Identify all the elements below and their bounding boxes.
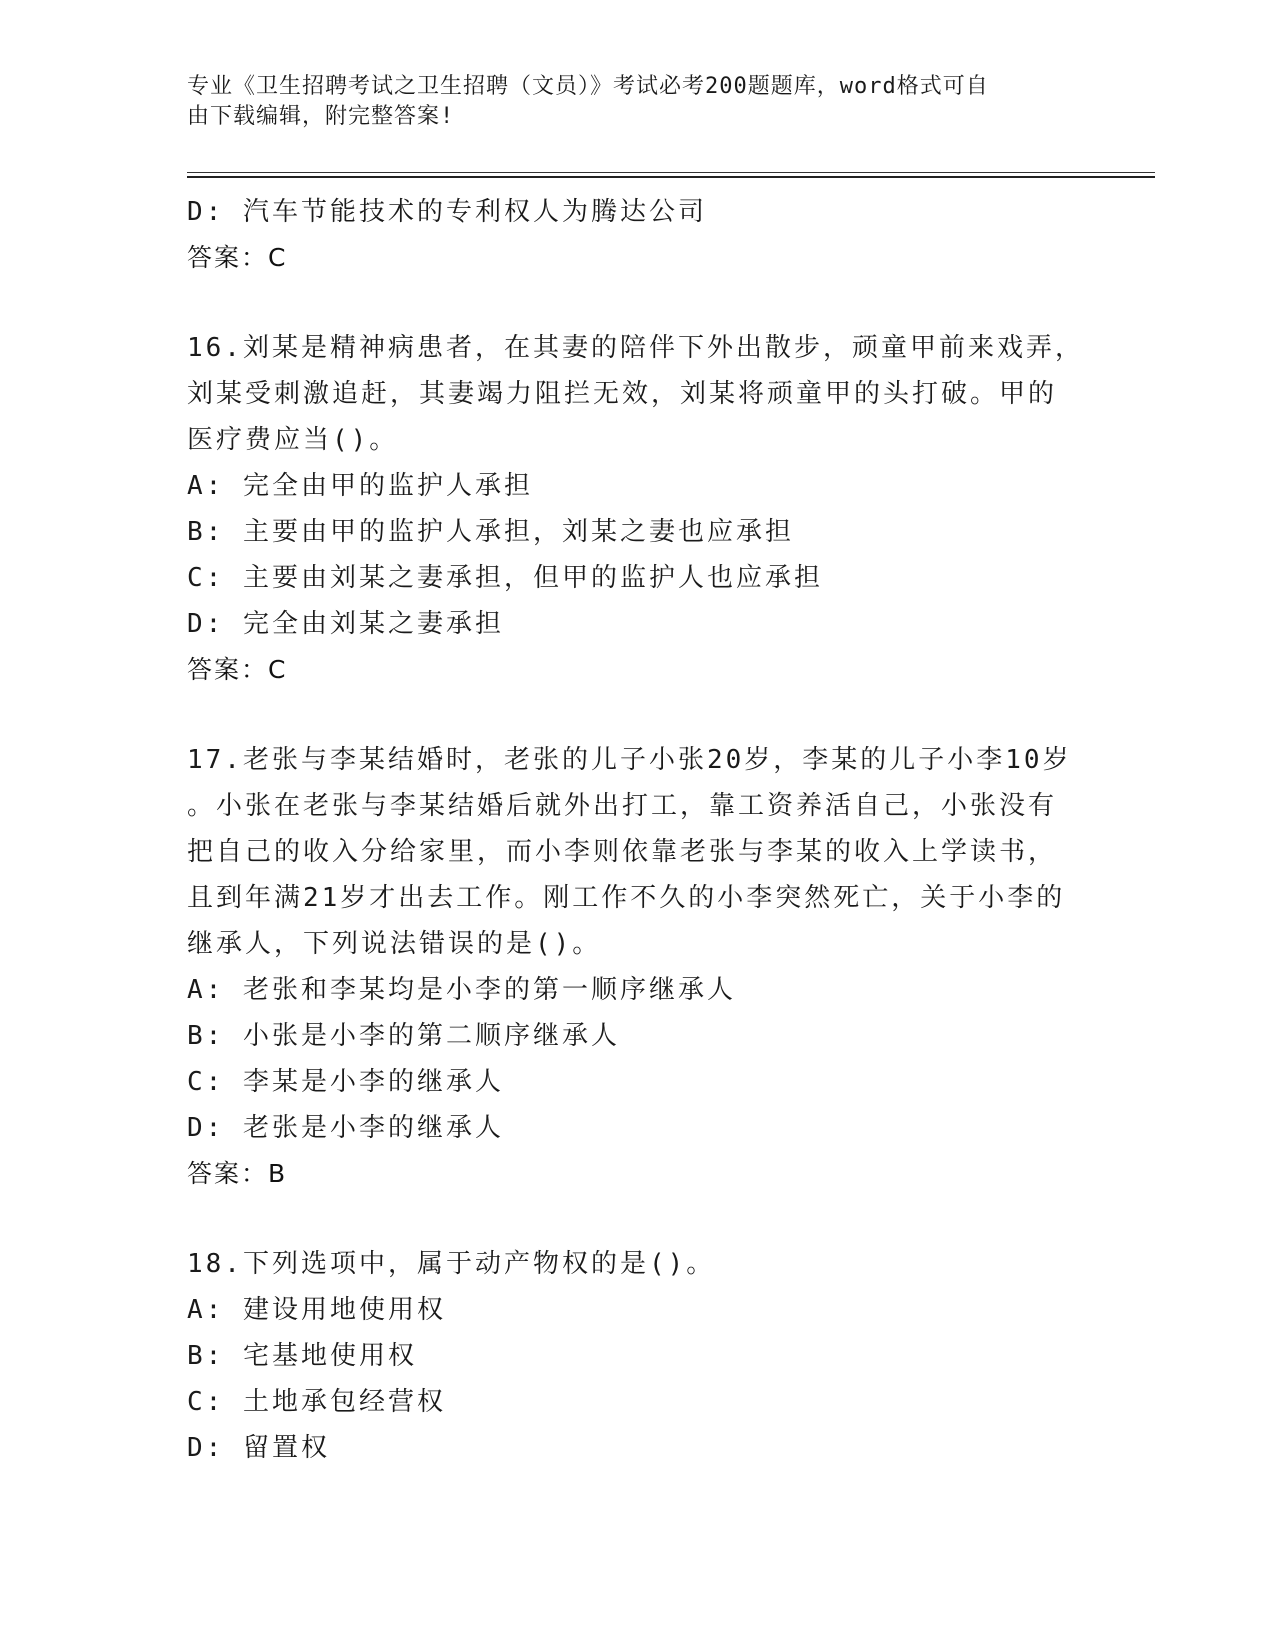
header-line-1: 专业《卫生招聘考试之卫生招聘（文员）》考试必考200题题库，word格式可自 <box>187 74 989 99</box>
header-divider-thick <box>187 176 1155 178</box>
stem-line: 把自己的收入分给家里，而小李则依靠老张与李某的收入上学读书， <box>187 837 1058 867</box>
question-stem <box>187 737 1087 967</box>
stem-line: 医疗费应当()。 <box>187 425 399 455</box>
option-b: B: 小张是小李的第二顺序继承人 <box>187 1021 620 1051</box>
option-c: C: 李某是小李的继承人 <box>187 1067 504 1097</box>
question-spacer <box>187 693 1087 737</box>
previous-question-tail <box>187 189 1087 281</box>
stem-line: 且到年满21岁才出去工作。刚工作不久的小李突然死亡，关于小李的 <box>187 883 1066 913</box>
option-b: B: 主要由甲的监护人承担，刘某之妻也应承担 <box>187 517 794 547</box>
question-17 <box>187 737 1087 1197</box>
stem-line: 。小张在老张与李某结婚后就外出打工，靠工资养活自己，小张没有 <box>187 791 1058 821</box>
question-content <box>187 189 1087 1471</box>
option-c: C: 土地承包经营权 <box>187 1387 446 1417</box>
question-spacer <box>187 1197 1087 1241</box>
stem-line: 继承人，下列说法错误的是()。 <box>187 929 602 959</box>
stem-line: 18.下列选项中，属于动产物权的是()。 <box>187 1249 716 1279</box>
option-a: A: 完全由甲的监护人承担 <box>187 471 533 501</box>
option-d: D: 留置权 <box>187 1433 330 1463</box>
stem-line: 刘某受刺激追赶，其妻竭力阻拦无效，刘某将顽童甲的头打破。甲的 <box>187 379 1058 409</box>
question-stem <box>187 1241 1087 1287</box>
document-header <box>187 72 1067 132</box>
option-a: A: 建设用地使用权 <box>187 1295 446 1325</box>
option-d: D: 完全由刘某之妻承担 <box>187 609 504 639</box>
question-18 <box>187 1241 1087 1471</box>
question-stem <box>187 325 1087 463</box>
option-d: D: 汽车节能技术的专利权人为腾达公司 <box>187 197 707 227</box>
header-line-2: 由下载编辑，附完整答案! <box>187 104 455 129</box>
stem-line: 16.刘某是精神病患者，在其妻的陪伴下外出散步，顽童甲前来戏弄， <box>187 333 1084 363</box>
answer-line: 答案：B <box>187 1159 288 1188</box>
stem-line: 17.老张与李某结婚时，老张的儿子小张20岁，李某的儿子小李10岁 <box>187 745 1072 775</box>
question-16 <box>187 325 1087 693</box>
option-a: A: 老张和李某均是小李的第一顺序继承人 <box>187 975 736 1005</box>
header-divider-thin <box>187 172 1155 173</box>
option-d: D: 老张是小李的继承人 <box>187 1113 504 1143</box>
answer-line: 答案：C <box>187 655 288 684</box>
answer-line: 答案：C <box>187 243 288 272</box>
option-b: B: 宅基地使用权 <box>187 1341 417 1371</box>
option-c: C: 主要由刘某之妻承担，但甲的监护人也应承担 <box>187 563 823 593</box>
question-spacer <box>187 281 1087 325</box>
